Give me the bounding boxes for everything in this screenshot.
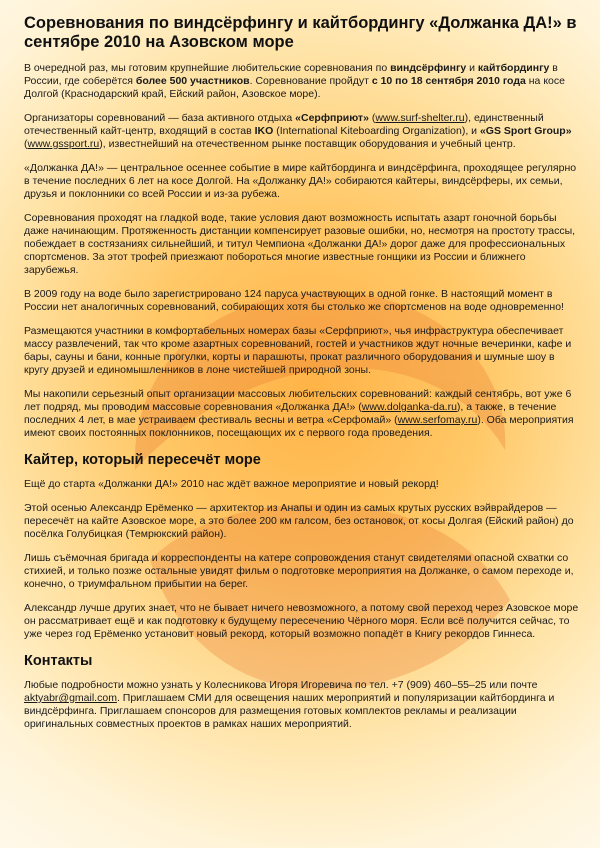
bold-text: «Серфприют» [295, 112, 369, 124]
text: В очередной раз, мы готовим крупнейшие любительские соревнования по [24, 62, 391, 74]
bold-text: кайтбордингу [477, 62, 550, 74]
bold-text: с 10 по 18 сентября 2010 года [371, 75, 526, 87]
bold-text: виндсёрфингу [390, 62, 467, 74]
text: (International Kiteboarding Organization), и [273, 125, 480, 137]
comfort-paragraph: Размещаются участники в комфортабельных номерах базы «Серфприют», чья инфраструктура обеспечивает массу развлечений, так что кроме азартных соревнований, гостей и участников ждут ночные вечеринки, кафе и бары, сауны и бани, конные прогулки, корты и парашюты, прокат различного оборудования и шумные шоу в кругу друзей и единомышленников в лоне чистейшей природной зоны. [24, 325, 572, 376]
text: Мы накопили серьезный опыт организации массовых любительских соревнований: каждый сентябрь, вот уже 6 лет подряд, мы проводим массовые соревнования «Должанка ДА!» ( [24, 388, 572, 413]
text: Организаторы соревнований — база активного отдыха [24, 112, 296, 124]
email-link[interactable]: aktyabr@gmail.com [24, 692, 117, 704]
link-dolganka[interactable]: www.dolganka-da.ru [361, 401, 457, 413]
text: в России, где соберётся [24, 62, 558, 87]
text: ( [24, 138, 28, 150]
text: ), единственный отечественный кайт-центр, входящий в состав [24, 112, 544, 137]
contacts-paragraph [24, 679, 580, 731]
text: ), известнейший на отечественном рынке поставщик оборудования и учебный центр. [99, 138, 516, 150]
kiter-paragraph-1: Ещё до старта «Должанки ДА!» 2010 нас ждёт важное мероприятие и новый рекорд! [24, 478, 439, 490]
intro-paragraph [24, 62, 580, 101]
contacts-heading: Контакты [24, 653, 93, 669]
bold-text: «GS Sport Group» [479, 125, 572, 137]
document-page [24, 14, 580, 742]
text: на косе Долгой (Краснодарский край, Ейский район, Азовское море). [24, 75, 565, 100]
text: . Соревнование пройдут [249, 75, 372, 87]
text: ). Оба мероприятия имеют своих постоянных поклонников, посещающих их с первого года проведения. [24, 414, 574, 439]
bold-text: IKO [254, 125, 274, 137]
record-2009-paragraph: В 2009 году на воде было зарегистрировано 124 паруса участвующих в одной гонке. В настоящий момент в России нет аналогичных соревнований, собирающих хотя бы столько же спортсменов на воде одновременно! [24, 288, 564, 313]
organizers-paragraph [24, 112, 580, 151]
kiter-paragraph-3: Лишь съёмочная бригада и корреспонденты на катере сопровождения станут свидетелями опасной схватки со стихией, и только позже остальные увидят фильм о подготовке мероприятия на Должанке, о самом переходе и, конечно, о триумфальном прибытии на берег. [24, 552, 574, 590]
text: ( [368, 112, 376, 124]
experience-paragraph [24, 388, 580, 440]
kiter-heading: Кайтер, который пересечёт море [24, 452, 261, 468]
text: . Приглашаем СМИ для освещения наших мероприятий и популяризации кайтбординга и виндсёрфинга. Приглашаем спонсоров для размещения готовых комплектов рекламы и реализации оригинальных совместных проектов в рамках наших мероприятий. [24, 692, 555, 730]
text: и [466, 62, 478, 74]
event-paragraph: «Должанка ДА!» — центральное осеннее событие в мире кайтбординга и виндсёрфинга, проходящее регулярно в течение последних 6 лет на косе Долгой. На «Должанку ДА!» собираются кайтеры, виндсёрферы, их семьи, друзья и поклонники со всей России и из-за рубежа. [24, 162, 577, 200]
text: Любые подробности можно узнать у Колесникова Игоря Игоревича по тел. +7 (909) 460–55–25 или почте [24, 679, 538, 691]
bold-text: более 500 участников [135, 75, 250, 87]
text: ), а также, в течение последних 4 лет, в мае устраиваем фестиваль весны и ветра «Серфомай» ( [24, 401, 557, 426]
page-title: Соревнования по виндсёрфингу и кайтбордингу «Должанка ДА!» в сентябре 2010 на Азовском море [24, 14, 577, 51]
kiter-paragraph-4: Александр лучше других знает, что не бывает ничего невозможного, а потому свой переход через Азовское море он рассматривает ещё и как подготовку к будущему пересечению Чёрного моря. Если всё получится сейчас, то уже через год Ерёменко установит новый рекорд, который возможно попадёт в Книгу рекордов Гиннеса. [24, 602, 579, 640]
water-paragraph: Соревнования проходят на гладкой воде, такие условия дают возможность испытать азарт гоночной борьбы даже начинающим. Протяженность дистанции компенсирует разовые ошибки, но, несмотря на простоту трассы, побеждает в состязаниях сильнейший, и титул Чемпиона «Должанки ДА!» дорог даже для профессиональных спортсменов. За этот трофей приезжают побороться многие известные гонщики из России и ближнего зарубежья. [24, 212, 576, 276]
link-gssport[interactable]: www.gssport.ru [27, 138, 100, 150]
link-surf-shelter[interactable]: www.surf-shelter.ru [375, 112, 465, 124]
kiter-paragraph-2: Этой осенью Александр Ерёменко — архитектор из Анапы и один из самых крутых русских вэйврайдеров — пересечёт на кайте Азовское море, а это более 200 км галсом, без остановок, от косы Долгая (Ейский район) до посёлка Голубицкая (Темрюкский район). [24, 502, 574, 540]
link-serfomay[interactable]: www.serfomay.ru [397, 414, 478, 426]
